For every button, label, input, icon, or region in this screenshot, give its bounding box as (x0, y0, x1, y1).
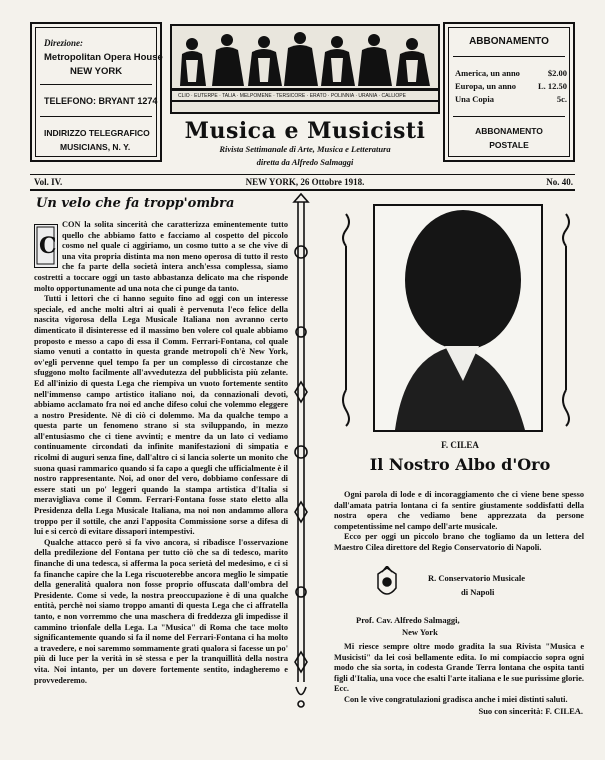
price-row: Europa, un anno L. 12.50 (455, 81, 567, 91)
telefono: TELEFONO: BRYANT 1274 (44, 96, 158, 106)
masthead-subtitle: Rivista Settimanale di Arte, Musica e Letteratura (219, 144, 391, 154)
letter-paragraph: Mi riesce sempre oltre modo gradita la sua Rivista "Musica e Musicisti" da lei così bellamente edita. Io mi compiaccio sopra ogni modo che sia sorta, in codesta Grande Terra lontana che ospita tanti figli d'Italia, una voce che esalti l'arte italiana e le sue purissime glorie. Ecc. (334, 642, 584, 694)
abbonamento-postale-2: POSTALE (489, 140, 529, 150)
letter-body (334, 642, 584, 706)
price-row: Una Copia 5c. (455, 94, 567, 104)
direzione-name: Metropolitan Opera House (44, 52, 163, 63)
portrait-photo (373, 204, 543, 432)
right-intro (334, 490, 584, 554)
abbonamento-box (443, 22, 575, 162)
left-paragraph: Tutti i lettori che ci hanno seguito fino ad oggi con un interesse speciale, ed anche molti altri ai quali è pervenuta l'eco felice della nascita vigorosa della Lega Musicale Italiana non avranno certo dimenticato il disinteresse ed il massimo ben volere col quale abbiamo proposto e messo a capo di essa il Comm. Ferrari-Fontana, col quale siamo venuti a contatto in questa grande metropoli ch'è New York, ov'egli pervenne quel tempo fa per un complesso di circostanze che sfuggono molto facilmente all'avvedutezza del pubblicista più zelante. Ed all'inizio di questa Lega che riempiva un vuoto fortemente sentito nell'immenso campo artistico italiano noi, da connazionali devoti, abbiamo acclamato fra noi ed anche difeso colui che volemmo eleggere a nostro Presidente. Nè di ciò ci dolemmo. Ma da qualche tempo a questa parte un fenomeno strano si sta sviluppando, in mezzo all'entusiasmo che ci tiene avvinti; e mentre da un lato ci vediamo continuamente circondati da infinite manifestazioni di simpatia e ricolmi di auguri senza fine, dall'altro ci si lancia solerte un monito che suona quasi rammarico quando si fa capo a quegli che ufficialmente è il nostro rappresentante. Noi, ad onor del vero, dobbiamo confessare di essere stati un po' leggeri quando la stampa artistica d'Italia si meravigliava come il Comm. Ferrari-Fontana fosse stato eletto alla Presidenza della Lega Musicale Italiana, ma noi non andammo allora troppo per il sottile, che anzi l'apposita Commissione sorse a difesa di lui e si cercò di evitare dissapori intempestivi. (34, 294, 288, 537)
masthead-editor: diretta da Alfredo Salmaggi (256, 157, 354, 167)
svg-text:CLIO · EUTERPE · TALIA · MELPO: CLIO · EUTERPE · TALIA · MELPOMENE · TERSICORE · ERATO · POLINNIA · URANIA · CALLIOPE (178, 93, 406, 99)
indirizzo-label: INDIRIZZO TELEGRAFICO (44, 128, 150, 138)
left-paragraph: Qualche attacco però si fa vivo ancora, si ribadisce l'osservazione della predilezione del Fontana per tutto ciò che sa di tedesco, marito finanche di una tedesca, si afferma la poca serietà del medesimo, e ci si fa finanche capire che la Lega riscuoterebbe ancora meglio le simpatie della generalità qualora non fosse proprio offuscata dall'ombra del Presidente. Come si vede, la nostra preoccupazione è di una qualche entità, perchè noi siamo troppo amanti di questa Lega che ci affratella tanto, e non vorremmo che una maschera di freddezza gli impedisse il cammino trionfale della Lega. La "Musica" di Roma che tace molto significantemente quando si fa il nome del Ferrari-Fontana ci ha molto a travedere, e noi saremmo sommamente grati qualora si facesse un po' più di luce per la verità in sè stessa e per la tranquillità della nostra vita. Noi intanto, per un dovere fortemente sentito, indagheremo e provvederemo. (34, 537, 288, 685)
portrait-caption: F. CILEA (441, 440, 479, 450)
signature: Suo con sincerità: F. CILEA. (478, 706, 583, 716)
dateline-rule-top (30, 174, 575, 175)
abbonamento-title: ABBONAMENTO (469, 36, 549, 47)
indirizzo-value: MUSICIANS, N. Y. (60, 142, 131, 152)
right-article-title: Il Nostro Albo d'Oro (369, 455, 551, 474)
dateline-rule-bottom (30, 189, 575, 191)
ornamental-column (292, 192, 310, 712)
volume: Vol. IV. (34, 177, 63, 187)
right-intro-paragraph: Ogni parola di lode e di incoraggiamento che ci viene bene spesso dall'amata patria lontana ci fa sentire giustamente soddisfatti della nostra opera che vediamo bene apprezzata da persone competentissime nel campo dell'arte musicale. (334, 490, 584, 531)
conservatorio-seal (372, 566, 402, 602)
left-article-body (34, 220, 288, 740)
direzione-box (30, 22, 162, 162)
direzione-city: NEW YORK (70, 66, 123, 77)
direzione-label: Direzione: (44, 38, 83, 48)
right-intro-paragraph: Ecco per oggi un piccolo brano che togliamo da un lettera del Maestro Cilea direttore del Regio Conservatorio di Napoli. (334, 532, 584, 552)
letterhead-line1: R. Conservatorio Musicale (428, 573, 526, 583)
price-row: America, un anno $2.00 (455, 68, 567, 78)
letter-paragraph: Con le vive congratulazioni gradisca anche i miei distinti saluti. (344, 694, 568, 704)
letterhead-line2: di Napoli (461, 587, 495, 597)
issue-number: No. 40. (546, 177, 573, 187)
abbonamento-postale-1: ABBONAMENTO (475, 126, 543, 136)
left-scroll-ornament (338, 210, 354, 430)
left-article-title: Un velo che fa tropp'ombra (36, 196, 235, 211)
right-scroll-ornament (558, 210, 574, 430)
svg-text:C: C (39, 233, 56, 259)
masthead-illustration (170, 24, 440, 114)
masthead-title: Musica e Musicisti (184, 118, 426, 144)
left-paragraph: CON la solita sincerità che caratterizza eminentemente tutto quello che abbiamo fatto e facciamo al cospetto del piccolo cosmo nel quale ci aggiriamo, un cosmo tutto a se che vive di una vita propria distinta ma non meno operosa di tutto il resto che fa parte della società intera anch'essa complessa, siamo costretti a toccare oggi un tasto abbastanza delicato ma che risponde molto opportunamente ad una nota che ci punge da tanto. (34, 220, 288, 293)
dateline-date: NEW YORK, 26 Ottobre 1918. (245, 177, 365, 187)
salutation-line1: Prof. Cav. Alfredo Salmaggi, (356, 615, 460, 625)
salutation-line2: New York (402, 627, 438, 637)
price-list (455, 68, 567, 107)
